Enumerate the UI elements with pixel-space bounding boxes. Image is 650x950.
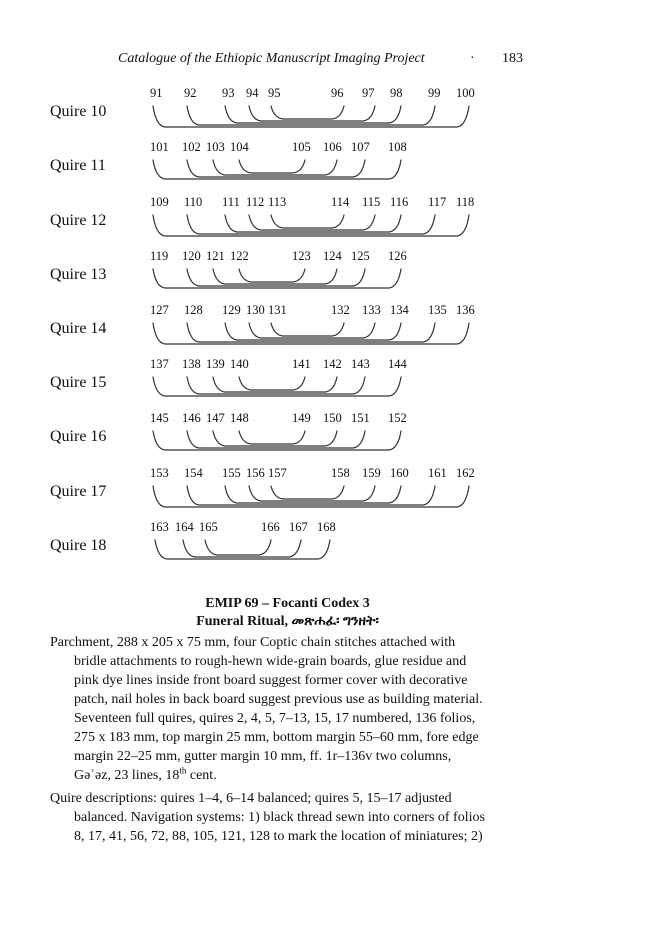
quire-10 <box>0 86 650 140</box>
folio-number: 115 <box>362 195 381 209</box>
bifolium-line <box>153 323 469 344</box>
folio-number: 136 <box>456 303 475 317</box>
folio-number: 107 <box>351 140 370 154</box>
script-language-text: Gəʿəz, 23 lines, 18 <box>74 768 180 783</box>
bifolium-line <box>239 269 305 282</box>
folio-number: 124 <box>323 249 342 263</box>
entry-subtitle-english: Funeral Ritual, <box>196 614 288 629</box>
quire-14 <box>0 303 650 357</box>
bifolium-line <box>155 540 330 559</box>
folio-number: 156 <box>246 466 265 480</box>
running-title: Catalogue of the Ethiopic Manuscript Imaging Project <box>118 51 425 66</box>
folio-number: 133 <box>362 303 381 317</box>
century-text: cent. <box>186 768 217 783</box>
quire-17 <box>0 466 650 520</box>
folio-number: 118 <box>456 195 475 209</box>
folio-number: 95 <box>268 86 281 100</box>
folio-number: 151 <box>351 411 370 425</box>
folio-number: 108 <box>388 140 407 154</box>
folio-number: 99 <box>428 86 441 100</box>
quire-leaf-diagram <box>0 303 650 357</box>
description-line: 275 x 183 mm, top margin 25 mm, bottom margin 55–60 mm, fore edge <box>74 730 479 745</box>
bifolium-line <box>271 106 344 119</box>
folio-number: 125 <box>351 249 370 263</box>
folio-number: 158 <box>331 466 350 480</box>
folio-number: 106 <box>323 140 342 154</box>
folio-number: 100 <box>456 86 475 100</box>
folio-number: 120 <box>182 249 201 263</box>
folio-number: 150 <box>323 411 342 425</box>
folio-number: 112 <box>246 195 265 209</box>
folio-number: 147 <box>206 411 225 425</box>
page-number: 183 <box>502 51 523 66</box>
folio-number: 109 <box>150 195 169 209</box>
folio-number: 102 <box>182 140 201 154</box>
folio-number: 110 <box>184 195 203 209</box>
quire-label: Quire 10 <box>50 103 107 120</box>
quire-18 <box>0 520 650 574</box>
quire-11 <box>0 140 650 194</box>
folio-number: 98 <box>390 86 403 100</box>
description-line: Parchment, 288 x 205 x 75 mm, four Coptic chain stitches attached with <box>50 635 456 650</box>
quire-leaf-diagram <box>0 411 650 465</box>
quire-label: Quire 14 <box>50 320 107 337</box>
quire-label: Quire 15 <box>50 374 107 391</box>
folio-number: 143 <box>351 357 370 371</box>
folio-number: 140 <box>230 357 249 371</box>
quire-leaf-diagram <box>0 195 650 249</box>
folio-number: 146 <box>182 411 201 425</box>
folio-number: 145 <box>150 411 169 425</box>
bifolium-line <box>153 486 469 507</box>
description-line: patch, nail holes in back board suggest previous use as building material. <box>74 692 483 707</box>
folio-number: 165 <box>199 520 218 534</box>
bifolium-line <box>239 431 305 444</box>
folio-number: 134 <box>390 303 409 317</box>
folio-number: 121 <box>206 249 225 263</box>
quire-15 <box>0 357 650 411</box>
folio-number: 155 <box>222 466 241 480</box>
description-line: margin 22–25 mm, gutter margin 10 mm, ff. 1r–136v two columns, <box>74 749 452 764</box>
folio-number: 111 <box>222 195 240 209</box>
description-line: Quire descriptions: quires 1–4, 6–14 balanced; quires 5, 15–17 adjusted <box>50 791 452 806</box>
folio-number: 153 <box>150 466 169 480</box>
description-line: bridle attachments to rough-hewn wide-grain boards, glue residue and <box>74 654 467 669</box>
folio-number: 130 <box>246 303 265 317</box>
quire-leaf-diagram <box>0 249 650 303</box>
folio-number: 113 <box>268 195 287 209</box>
entry-subtitle-geez: መጽሐፈ፡ ግንዘት፡ <box>291 614 379 629</box>
bifolium-line <box>271 323 344 336</box>
header-separator: · <box>470 51 475 66</box>
folio-number: 166 <box>261 520 280 534</box>
quire-leaf-diagram <box>0 520 650 574</box>
folio-number: 97 <box>362 86 375 100</box>
quire-13 <box>0 249 650 303</box>
quire-descriptions <box>50 789 550 846</box>
folio-number: 142 <box>323 357 342 371</box>
folio-number: 119 <box>150 249 169 263</box>
entry-title: EMIP 69 – Focanti Codex 3 <box>205 596 370 611</box>
folio-number: 129 <box>222 303 241 317</box>
folio-number: 96 <box>331 86 344 100</box>
folio-number: 141 <box>292 357 311 371</box>
folio-number: 157 <box>268 466 287 480</box>
folio-number: 137 <box>150 357 169 371</box>
folio-number: 148 <box>230 411 249 425</box>
folio-number: 105 <box>292 140 311 154</box>
folio-number: 164 <box>175 520 194 534</box>
folio-number: 91 <box>150 86 163 100</box>
folio-number: 122 <box>230 249 249 263</box>
folio-number: 135 <box>428 303 447 317</box>
folio-number: 154 <box>184 466 203 480</box>
folio-number: 128 <box>184 303 203 317</box>
folio-number: 152 <box>388 411 407 425</box>
bifolium-line <box>239 160 305 173</box>
folio-number: 131 <box>268 303 287 317</box>
folio-number: 160 <box>390 466 409 480</box>
folio-number: 167 <box>289 520 308 534</box>
bifolium-line <box>153 106 469 127</box>
folio-number: 126 <box>388 249 407 263</box>
quire-leaf-diagram <box>0 86 650 140</box>
entry-subtitle <box>0 614 575 630</box>
quire-label: Quire 11 <box>50 157 106 174</box>
quire-12 <box>0 195 650 249</box>
bifolium-line <box>153 215 469 236</box>
quire-leaf-diagram <box>0 357 650 411</box>
description-line: Seventeen full quires, quires 2, 4, 5, 7–13, 15, 17 numbered, 136 folios, <box>74 711 476 726</box>
folio-number: 159 <box>362 466 381 480</box>
bifolium-line <box>271 215 344 228</box>
folio-number: 101 <box>150 140 169 154</box>
description-line: balanced. Navigation systems: 1) black thread sewn into corners of folios <box>74 810 485 825</box>
folio-number: 127 <box>150 303 169 317</box>
quire-label: Quire 17 <box>50 483 107 500</box>
physical-description <box>50 633 550 785</box>
quire-16 <box>0 411 650 465</box>
folio-number: 104 <box>230 140 249 154</box>
folio-number: 123 <box>292 249 311 263</box>
folio-number: 94 <box>246 86 259 100</box>
folio-number: 149 <box>292 411 311 425</box>
bifolium-line <box>271 486 344 499</box>
folio-number: 132 <box>331 303 350 317</box>
ordinal-suffix: th <box>179 765 187 776</box>
bifolium-line <box>239 377 305 390</box>
quire-label: Quire 16 <box>50 428 107 445</box>
quire-label: Quire 18 <box>50 537 107 554</box>
folio-number: 161 <box>428 466 447 480</box>
folio-number: 163 <box>150 520 169 534</box>
folio-number: 168 <box>317 520 336 534</box>
folio-number: 93 <box>222 86 235 100</box>
folio-number: 116 <box>390 195 409 209</box>
folio-number: 139 <box>206 357 225 371</box>
description-line: pink dye lines inside front board suggest former cover with decorative <box>74 673 468 688</box>
folio-number: 117 <box>428 195 447 209</box>
folio-number: 144 <box>388 357 407 371</box>
bifolium-line <box>205 540 271 555</box>
folio-number: 92 <box>184 86 197 100</box>
quire-leaf-diagram <box>0 466 650 520</box>
quire-leaf-diagram <box>0 140 650 194</box>
folio-number: 103 <box>206 140 225 154</box>
folio-number: 114 <box>331 195 350 209</box>
quire-label: Quire 13 <box>50 266 107 283</box>
folio-number: 162 <box>456 466 475 480</box>
description-line <box>50 766 550 785</box>
running-header <box>118 51 538 69</box>
folio-number: 138 <box>182 357 201 371</box>
quire-label: Quire 12 <box>50 212 107 229</box>
description-line: 8, 17, 41, 56, 72, 88, 105, 121, 128 to mark the location of miniatures; 2) <box>74 829 483 844</box>
